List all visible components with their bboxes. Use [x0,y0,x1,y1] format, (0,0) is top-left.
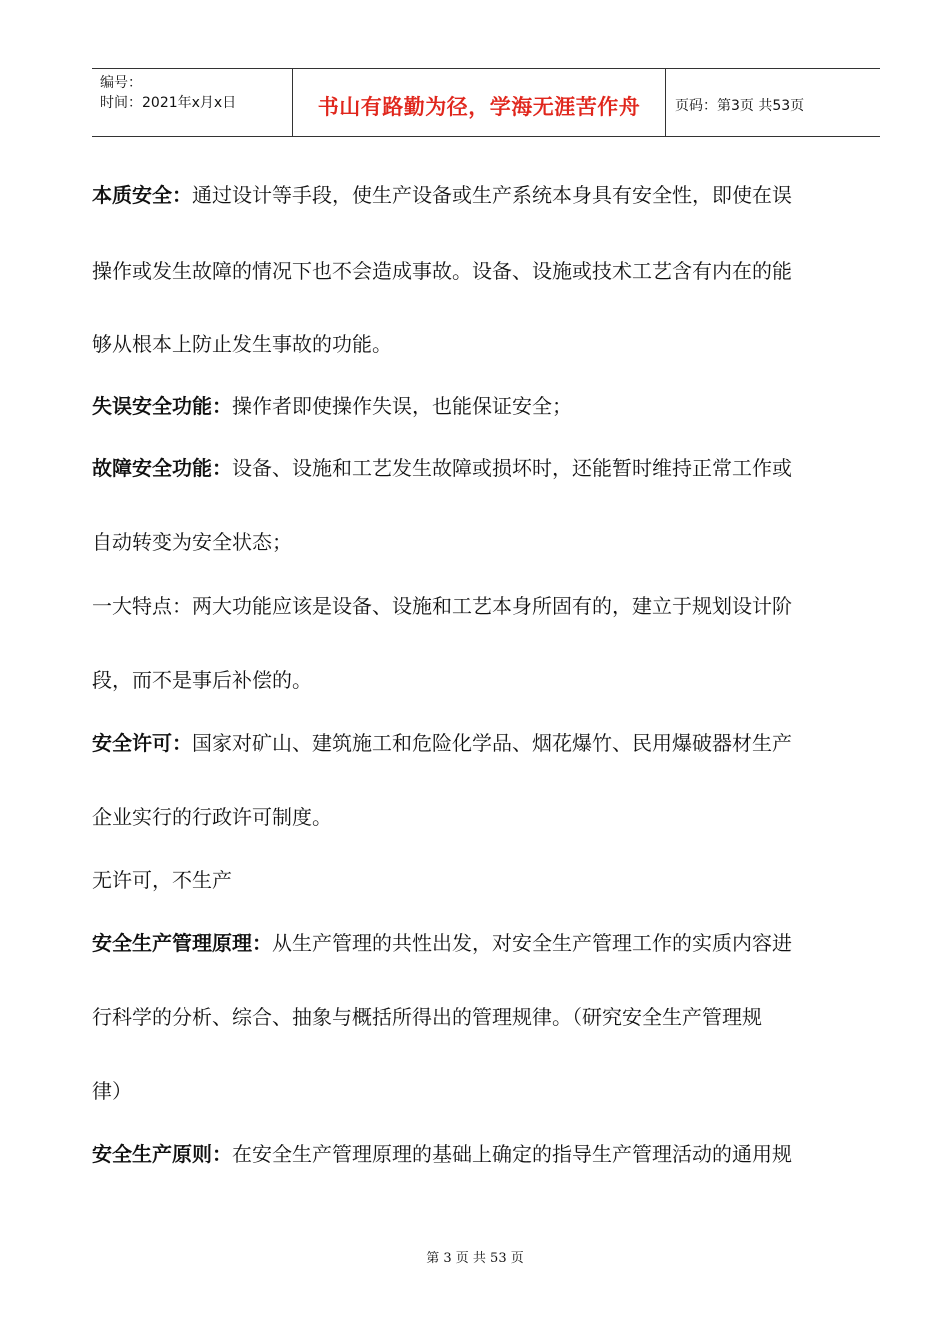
paragraph-safety-license-line-2: 企业实行的行政许可制度。 [92,805,332,829]
page-header [92,68,880,137]
term-management-principle: 安全生产管理原理： [92,931,272,955]
paragraph-management-principle-line-3: 律） [92,1079,132,1103]
header-motto-cell [292,69,666,136]
text: 在安全生产管理原理的基础上确定的指导生产管理活动的通用规 [232,1142,792,1166]
text: 从生产管理的共性出发，对安全生产管理工作的实质内容进 [272,931,792,955]
text: 国家对矿山、建筑施工和危险化学品、烟花爆竹、民用爆破器材生产 [192,731,792,755]
paragraph-fault-safety-line-1 [92,456,892,480]
header-page-cell [665,69,880,136]
paragraph-management-principle-line-2: 行科学的分析、综合、抽象与概括所得出的管理规律。（研究安全生产管理规 [92,1005,762,1029]
paragraph-intrinsic-safety-line-2: 操作或发生故障的情况下也不会造成事故。设备、设施或技术工艺含有内在的能 [92,259,792,283]
header-meta [92,69,292,136]
paragraph-failsafe-operation [92,394,892,418]
term-intrinsic-safety: 本质安全： [92,183,192,207]
paragraph-fault-safety-line-2: 自动转变为安全状态； [92,530,292,554]
term-fault-safety: 故障安全功能： [92,456,232,480]
paragraph-management-principle-line-1 [92,931,892,955]
paragraph-intrinsic-safety-line-3: 够从根本上防止发生事故的功能。 [92,332,392,356]
document-time-label: 时间：2021年x月x日 [100,95,237,111]
header-page-info: 页码：第3页 共53页 [675,98,805,114]
term-failsafe-operation: 失误安全功能： [92,394,232,418]
paragraph-intrinsic-safety-line-1 [92,183,892,207]
page-footer: 第 3 页 共 53 页 [426,1251,524,1266]
text: 通过设计等手段，使生产设备或生产系统本身具有安全性，即使在误 [192,183,792,207]
term-production-principle: 安全生产原则： [92,1142,232,1166]
paragraph-safety-license-line-1 [92,731,892,755]
paragraph-no-license: 无许可，不生产 [92,868,232,892]
text: 操作者即使操作失误，也能保证安全； [232,394,572,418]
paragraph-feature-line-2: 段，而不是事后补偿的。 [92,668,312,692]
term-safety-license: 安全许可： [92,731,192,755]
paragraph-production-principle-line-1 [92,1142,892,1166]
paragraph-feature-line-1: 一大特点：两大功能应该是设备、设施和工艺本身所固有的，建立于规划设计阶 [92,594,792,618]
header-motto: 书山有路勤为径，学海无涯苦作舟 [317,95,641,119]
document-number-label: 编号： [100,75,142,91]
text: 设备、设施和工艺发生故障或损坏时，还能暂时维持正常工作或 [232,456,792,480]
